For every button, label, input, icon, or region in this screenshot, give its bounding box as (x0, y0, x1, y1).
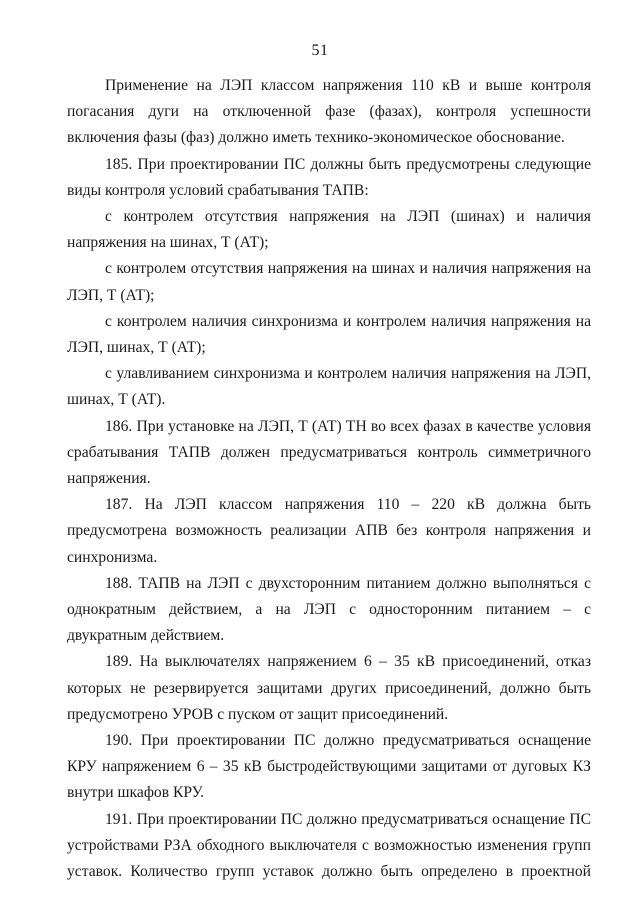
list-item-185-d: с улавливанием синхронизма и контролем наличия напряжения на ЛЭП, шинах, Т (АТ). (67, 365, 591, 409)
list-item-185-b: с контролем отсутствия напряжения на шинах и наличия напряжения на ЛЭП, Т (АТ); (67, 260, 591, 304)
body-text (67, 73, 591, 885)
paragraph-189: 189. На выключателях напряжением 6 – 35 кВ присоединений, отказ которых не резервируется защитами других присоединений, должно быть предусмотрено УРОВ с пуском от защит присоединений. (67, 653, 591, 723)
paragraph-187: 187. На ЛЭП классом напряжения 110 – 220 кВ должна быть предусмотрена возможность реализации АПВ без контроля напряжения и синхронизма. (67, 496, 591, 566)
page-number: 51 (311, 42, 329, 59)
paragraph-188: 188. ТАПВ на ЛЭП с двухсторонним питанием должно выполняться с однократным действием, а на ЛЭП с односторонним питанием – с двукратным действием. (67, 574, 591, 645)
paragraph-186: 186. При установке на ЛЭП, Т (АТ) ТН во всех фазах в качестве условия срабатывания ТАПВ должен предусматриваться контроль симметричного напряжения. (67, 417, 591, 488)
paragraph-185: 185. При проектировании ПС должны быть предусмотрены следующие виды контроля условий срабатывания ТАПВ: (67, 155, 591, 199)
list-item-185-a: с контролем отсутствия напряжения на ЛЭП (шинах) и наличия напряжения на шинах, Т (АТ); (67, 208, 591, 252)
list-item-185-c: с контролем наличия синхронизма и контролем наличия напряжения на ЛЭП, шинах, Т (АТ); (67, 312, 591, 357)
paragraph-190: 190. При проектировании ПС должно предусматриваться оснащение КРУ напряжением 6 – 35 кВ быстродействующими защитами от дуговых КЗ внутри шкафов КРУ. (67, 732, 591, 802)
paragraph-191: 191. При проектировании ПС должно предусматриваться оснащение ПС устройствами РЗА обходного выключателя с возможностью изменения групп уставок. Количество групп уставок должно быть определено в проектной (67, 810, 591, 881)
paragraph-intro: Применение на ЛЭП классом напряжения 110 кВ и выше контроля погасания дуги на отключенной фазе (фазах), контроля успешности включения фазы (фаз) должно иметь технико-экономическое обоснование. (67, 77, 591, 147)
